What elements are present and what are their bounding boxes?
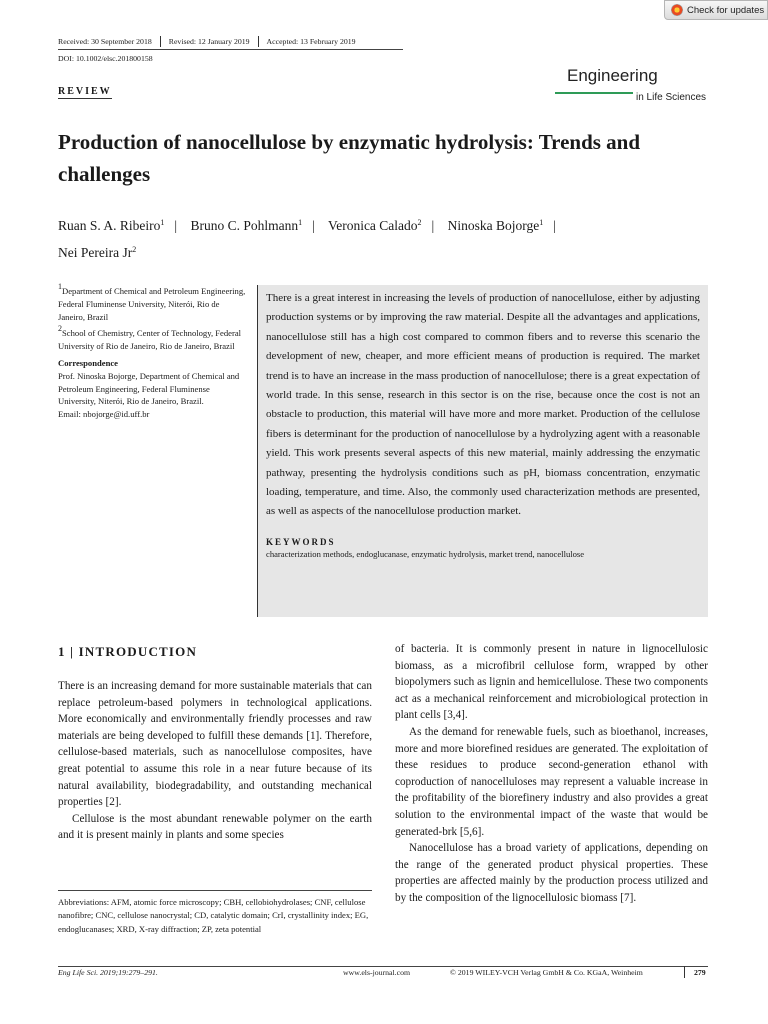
affiliation: $^1$Department of Chemical and Petroleum Engineering, Federal Fluminense University, Niterói, Rio de Janeiro, Brazil [58, 282, 246, 322]
footer-copyright: © 2019 WILEY-VCH Verlag GmbH & Co. KGaA, Weinheim [450, 968, 643, 977]
author-name[interactable]: Veronica Calado [327, 218, 418, 233]
affiliations-column [58, 282, 248, 421]
body-column-left [58, 678, 372, 844]
affiliation-marker: 1 [160, 218, 165, 227]
check-for-updates-label: Check for updates [687, 4, 765, 16]
body-paragraph: Cellulose is the most abundant renewable polymer on the earth and it is present mainly in plants and some species [58, 812, 372, 842]
article-title: Production of nanocellulose by enzymatic hydrolysis: Trends and challenges [58, 130, 641, 186]
correspondence-heading: Correspondence [58, 357, 118, 368]
author-name[interactable]: Ruan S. A. Ribeiro [58, 218, 161, 233]
footer-url[interactable]: www.els-journal.com [343, 968, 411, 977]
revised-date: Revised: 12 January 2019 [161, 36, 259, 47]
keywords-text: characterization methods, endoglucanase, enzymatic hydrolysis, market trend, nanocellulose [266, 548, 585, 559]
body-paragraph: of bacteria. It is commonly present in nature in lignocellulosic biomass, as a microfibril cellulose form, wrapped by other biopolymers such as lignin and hemicellulose. These two components act as a mechanical reinforcement and microbiological protection in plant cells [3,4]. [395, 643, 708, 722]
abstract-text: There is a great interest in increasing the levels of production of nanocellulose, either by adjusting production systems or by improving the raw material. Despite all the advantages and applications, nanocellulose still has a high cost compared to common fibers and to reverse this scenario the development of new, cheaper, and more efficient means of production is required. The market trend is to have an increase in the mass production of nanocellulose; there is a great expectation of world trade. In this sense, research in this sector is on the rise, because once the cost is not an obstacle to production, this material will have more and more market. Production of the cellulose fibers is determinant for the production of nanocellulose by a hydrolyzing agent with a reasonable yield. This work presents several aspects of this new material, mainly addressing the enzymatic pathway, presenting the hydrolysis conditions such as pH, biomass concentration, enzymatic loading, temperature, and time. Also, the commonly used characterization methods are presented, as well as aspects of the nanocellulose production market. [266, 292, 700, 518]
footer-page-divider [684, 966, 685, 978]
received-date: Received: 30 September 2018 [58, 36, 161, 47]
affiliation-marker: 2 [132, 245, 137, 254]
author-list: Ruan S. A. Ribeiro$^1$ | Bruno C. Pohlmann$^1$ | Veronica Calado$^2$ | Ninoska Bojorge$^1$ | Nei Pereira Jr$^2$ [58, 218, 556, 260]
page-number: 279 [694, 968, 706, 977]
article-dates [58, 36, 364, 47]
dates-divider [58, 49, 403, 50]
check-for-updates-button[interactable] [664, 0, 768, 20]
accepted-date: Accepted: 13 February 2019 [266, 37, 356, 46]
body-paragraph: There is an increasing demand for more sustainable materials that can replace petroleum-based polymers in technological applications. More economically and environmentally friendly processes and raw materials are being developed to fulfill these demands [1]. Therefore, cellulose-based materials, such as nanocellulose composites, have great potential to assume this role in a near future because of its natural availability, biodegradability, and outstanding mechanical properties [2]. [58, 680, 372, 809]
body-paragraph: Nanocellulose has a broad variety of applications, depending on the range of the generated product physical properties. These properties are affected mainly by the production process utilized and by the composition of the lignocellulosic biomass [7]. [395, 842, 708, 904]
footer-rule [58, 966, 708, 967]
footnote-rule [58, 890, 372, 891]
crossmark-icon [671, 4, 683, 16]
affiliation-marker: 1 [539, 218, 544, 227]
abstract-box [258, 285, 708, 617]
affiliation-marker: 2 [417, 218, 422, 227]
body-column-right [395, 641, 708, 907]
affiliation: $^2$School of Chemistry, Center of Technology, Federal University of Rio de Janeiro, Rio de Janeiro, Brazil [58, 324, 242, 352]
correspondence-text: Prof. Ninoska Bojorge, Department of Chemical and Petroleum Engineering, Federal Fluminense University, Niterói, Rio de Janeiro, Brazil. [58, 370, 240, 407]
affiliation-marker: 1 [298, 218, 303, 227]
journal-logo-subtitle: in Life Sciences [636, 92, 707, 103]
keywords-heading: KEYWORDS [266, 536, 336, 547]
body-paragraph: As the demand for renewable fuels, such as bioethanol, increases, more and more biorefined residues are generated. The exploitation of these residues to produce second-generation ethanol with coproduction of nanocelluloses may represent a valuable increase in the profitability of the biorefinery industry and also provides a great solution to the environmental impact of the waste that would be generated-brk [5,6]. [395, 725, 708, 838]
journal-logo-name: Engineering [567, 66, 658, 85]
footer-citation: Eng Life Sci. 2019;19:279–291. [58, 968, 158, 977]
section-heading-introduction: 1 | INTRODUCTION [58, 644, 198, 659]
author-name[interactable]: Bruno C. Pohlmann [190, 218, 299, 233]
journal-logo-rule [555, 92, 633, 94]
section-label: REVIEW [58, 86, 112, 97]
author-name[interactable]: Ninoska Bojorge [447, 218, 540, 233]
abbreviations-footnote: Abbreviations: AFM, atomic force microscopy; CBH, cellobiohydrolases; CNF, cellulose nanofibre; CNC, cellulose nanocrystal; CD, catalytic domain; CrI, crystallinity index; EG, endoglucanases; XRD, X-ray diffraction; ZP, zeta potential [58, 897, 369, 934]
author-name[interactable]: Nei Pereira Jr [58, 245, 133, 260]
doi-link[interactable]: DOI: 10.1002/elsc.201800158 [58, 54, 153, 63]
correspondence-email[interactable]: Email: nbojorge@id.uff.br [58, 409, 150, 420]
